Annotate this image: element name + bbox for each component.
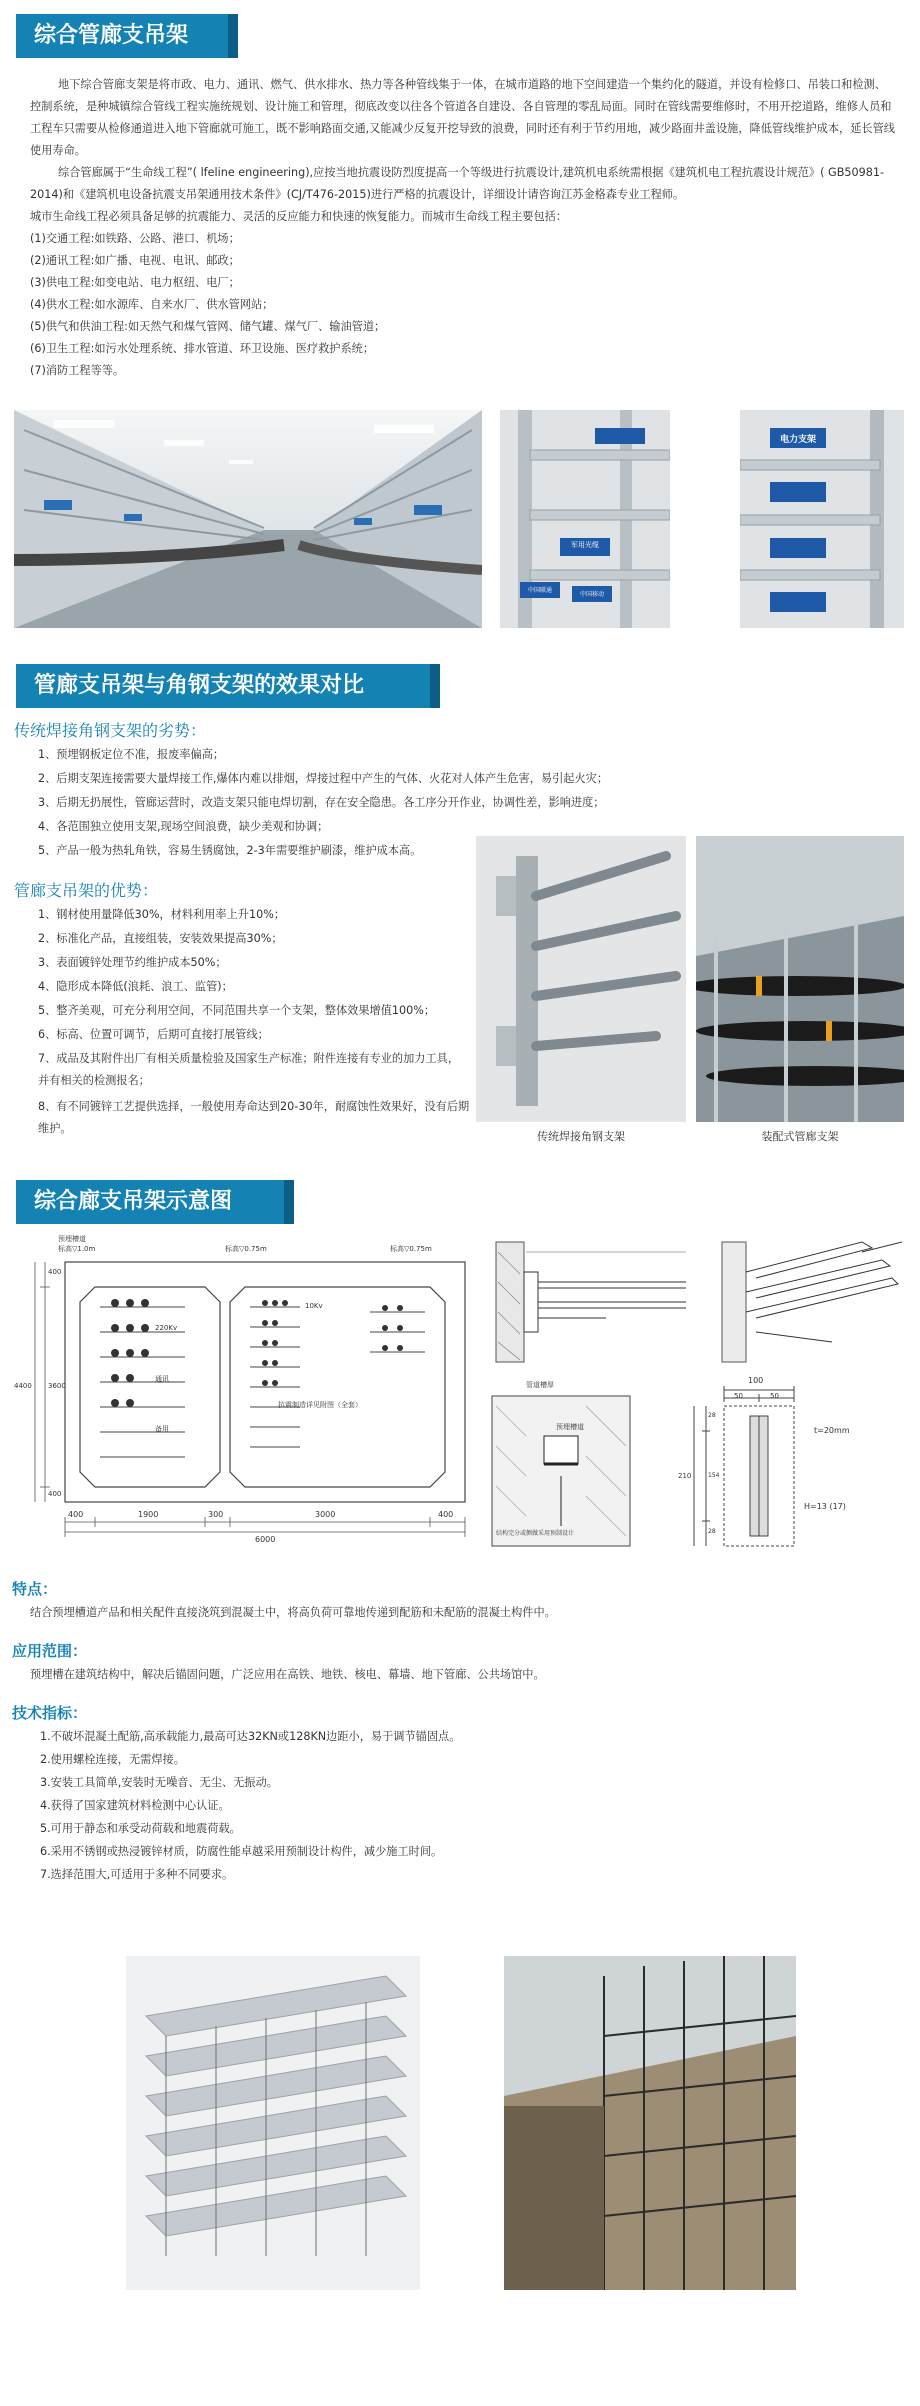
list-item: 1.不破坏混凝土配筋,高承载能力,最高可达32KN或128KN边距小，易于调节锚固点。 <box>40 1730 461 1743</box>
scope-text: 预埋槽在建筑结构中，解决后锚固问题，广泛应用在高铁、地铁、核电、幕墙、地下管廊、公共场馆中。 <box>30 1668 545 1681</box>
dim-bottom-3: 300 <box>208 1510 224 1519</box>
list-item: 3、后期无扔展性，管廊运营时，改造支架只能电焊切割，存在安全隐患。各工序分开作业，协调性差，影响进度； <box>38 796 605 809</box>
sign-china-mobile: 中国移动 <box>579 591 604 598</box>
features-title: 特点： <box>12 1580 58 1598</box>
section-title-schematic: 综合廊支吊架示意图 <box>16 1180 284 1224</box>
label-10kv: 10Kv <box>305 1302 323 1310</box>
channel-dimension-drawing <box>664 1376 908 1554</box>
bracket-signs-photo-1 <box>500 410 670 628</box>
dim-210: 210 <box>678 1472 692 1480</box>
label-embed-top: 预埋槽道 <box>58 1235 86 1243</box>
list-item: 4、各范围独立使用支架,现场空间浪费，缺少美观和协调； <box>38 820 329 833</box>
bracket-3d-drawing <box>712 1232 908 1370</box>
list-item: 2、后期支架连接需要大量焊接工作,爆体内难以排烟，焊接过程中产生的气体、火花对人体产生危害，易引起火灾； <box>38 772 609 785</box>
list-item: 5、整齐美观，可充分利用空间，不同范围共享一个支架，整体效果增值100%； <box>38 1004 436 1017</box>
dim-left-2: 3600 <box>48 1382 66 1390</box>
label-h13: H=13 (17) <box>804 1502 846 1511</box>
label-thickness: t=20mm <box>814 1426 850 1435</box>
dim-left-3: 400 <box>48 1490 62 1498</box>
dim-50-a: 50 <box>734 1392 743 1400</box>
label-structure-note: 结构完分或侧做采用预制设计 <box>496 1530 575 1537</box>
list-item: (6)卫生工程:如污水处理系统、排水管道、环卫设施、医疗救护系统； <box>30 342 375 355</box>
rebar-cage-site-photo <box>504 1956 796 2290</box>
section-title-tunnel-support: 综合管廊支吊架 <box>16 14 228 58</box>
list-item: (1)交通工程:如铁路、公路、港口、机场； <box>30 232 240 245</box>
tunnel-corridor-photo <box>14 410 482 628</box>
dim-28-b: 28 <box>708 1528 716 1535</box>
label-220kv: 220Kv <box>155 1324 178 1332</box>
dim-100: 100 <box>748 1376 764 1385</box>
section-title-comparison: 管廊支吊架与角钢支架的效果对比 <box>16 664 430 708</box>
embedded-channel-stack-photo <box>126 1956 420 2290</box>
list-item: 1、钢材使用量降低30%，材料利用率上升10%； <box>38 908 286 921</box>
advantages-title: 管廊支吊架的优势： <box>14 881 159 900</box>
list-item: (5)供气和供油工程:如天然气和煤气管网、储气罐、煤气厂、输油管道； <box>30 320 386 333</box>
list-item: (4)供水工程:如水源库、自来水厂、供水管网站； <box>30 298 274 311</box>
sign-power-1: 电力支架 <box>779 435 816 445</box>
sign-army-cable: 军用光缆 <box>571 541 599 549</box>
dim-bottom-4: 3000 <box>315 1510 336 1519</box>
bracket-signs-photo-2 <box>740 410 904 628</box>
dim-154: 154 <box>708 1472 720 1479</box>
list-item: 3.安装工具简单,安装时无噪音、无尘、无振动。 <box>40 1776 278 1789</box>
welded-angle-bracket-photo <box>476 836 686 1122</box>
tech-title: 技术指标： <box>12 1704 88 1722</box>
list-item: 7、成品及其附件出厂有相关质量检验及国家生产标准；附件连接有专业的加力工具，并有相关的检测报名； <box>38 1052 460 1087</box>
dim-total-width: 6000 <box>255 1535 276 1544</box>
label-elev-left: 标高▽1.0m <box>58 1245 96 1253</box>
intro-paragraph: 地下综合管廊支架是将市政、电力、通讯、燃气、供水排水、热力等各种管线集于一体，在城市道路的地下空间建造一个集约化的隧道，并设有检修口、吊装口和检测、控制系统，是种城镇综合管线工程实施统规划、设计施工和管理，彻底改变以往各个管道各自建设、各自管理的零乱局面。同时在管线需要维修时，不用开挖道路，维修人员和工程车只需要从检修通道进入地下管廊就可施工，既不影响路面交通,又能减少反复开挖导致的浪费，同时还有利于节约用地，减少路面井盖设施，降低管线维护成本，延长管线使用寿命。 <box>30 78 895 157</box>
list-item: (3)供电工程:如变电站、电力枢纽、电厂； <box>30 276 240 289</box>
list-item: 2.使用螺栓连接，无需焊接。 <box>40 1753 185 1766</box>
dim-left-1: 400 <box>48 1268 62 1276</box>
list-item: 5.可用于静态和承受动荷载和地震荷载。 <box>40 1822 241 1835</box>
assembled-tunnel-bracket-photo <box>696 836 904 1122</box>
list-item: 4、隐形成本降低(浪耗、浪工、监管)； <box>38 980 233 993</box>
list-item: (2)通讯工程:如广播、电视、电讯、邮政； <box>30 254 240 267</box>
list-item: 8、有不同镀锌工艺提供选择，一般使用寿命达到20-30年，耐腐蚀性效果好，没有后期维护。 <box>38 1100 470 1135</box>
list-item: 4.获得了国家建筑材料检测中心认证。 <box>40 1799 230 1812</box>
scope-title: 应用范围： <box>12 1642 88 1660</box>
caption-welded: 传统焊接角钢支架 <box>537 1130 625 1143</box>
list-item: (7)消防工程等等。 <box>30 364 125 377</box>
label-seismic-note: 抗震制造详见附图（全套） <box>278 1401 362 1409</box>
label-comm: 通讯 <box>155 1375 169 1383</box>
label-spare: 备用 <box>155 1425 169 1433</box>
caption-assembled: 装配式管廊支架 <box>761 1130 839 1143</box>
list-item: 6.采用不锈钢或热浸镀锌材质，防腐性能卓越采用预制设计构件，减少施工时间。 <box>40 1845 443 1858</box>
wall-bracket-detail-drawing <box>486 1232 704 1370</box>
label-elev-right: 标高▽0.75m <box>390 1245 432 1253</box>
dim-28-a: 28 <box>708 1412 716 1419</box>
list-item: 7.选择范围大,可适用于多种不同要求。 <box>40 1868 234 1881</box>
list-item: 5、产品一般为热轧角铁，容易生锈腐蚀，2-3年需要维护刷漆，维护成本高。 <box>38 844 422 857</box>
label-embedded-wall: 预埋槽道 <box>556 1423 584 1431</box>
dim-bottom-2: 1900 <box>138 1510 159 1519</box>
list-item: 1、预埋钢板定位不准，报废率偏高； <box>38 748 225 761</box>
dim-bottom-1: 400 <box>68 1510 84 1519</box>
dim-50-b: 50 <box>770 1392 779 1400</box>
sign-china-unicom: 中国联通 <box>527 587 552 594</box>
label-section: 管道槽厚 <box>526 1381 554 1389</box>
disadvantages-title: 传统焊接角钢支架的劣势： <box>14 721 207 740</box>
dim-total-height: 4400 <box>14 1382 32 1390</box>
list-item: 6、标高、位置可调节，后期可直接打展管线； <box>38 1028 269 1041</box>
seismic-paragraph: 综合管廊属于“生命线工程”( lfeline engineering),应按当地抗震设防烈度提高一个等级进行抗震设计,建筑机电系统需根据《建筑机电工程抗震设计规范》( GB50981- 2014)和《建筑机电设备抗震支吊架通用技术条件》(CJ/T476-2015)进行严格的抗震设计，详细设计请咨询江苏金格森专业工程师。 <box>30 166 884 201</box>
lifeline-paragraph: 城市生命线工程必须具备足够的抗震能力、灵活的反应能力和快速的恢复能力。而城市生命线工程主要包括： <box>30 210 568 223</box>
dim-bottom-5: 400 <box>438 1510 454 1519</box>
tunnel-cross-section-diagram <box>10 1232 478 1554</box>
label-elev-mid: 标高▽0.75m <box>225 1245 267 1253</box>
embedded-channel-wall-drawing <box>486 1376 636 1554</box>
list-item: 2、标准化产品，直接组装，安装效果提高30%； <box>38 932 283 945</box>
list-item: 3、表面镀锌处理节约维护成本50%； <box>38 956 227 969</box>
features-text: 结合预埋槽道产品和相关配件直接浇筑到混凝土中，将高负荷可靠地传递到配筋和未配筋的混凝土构件中。 <box>30 1606 556 1619</box>
